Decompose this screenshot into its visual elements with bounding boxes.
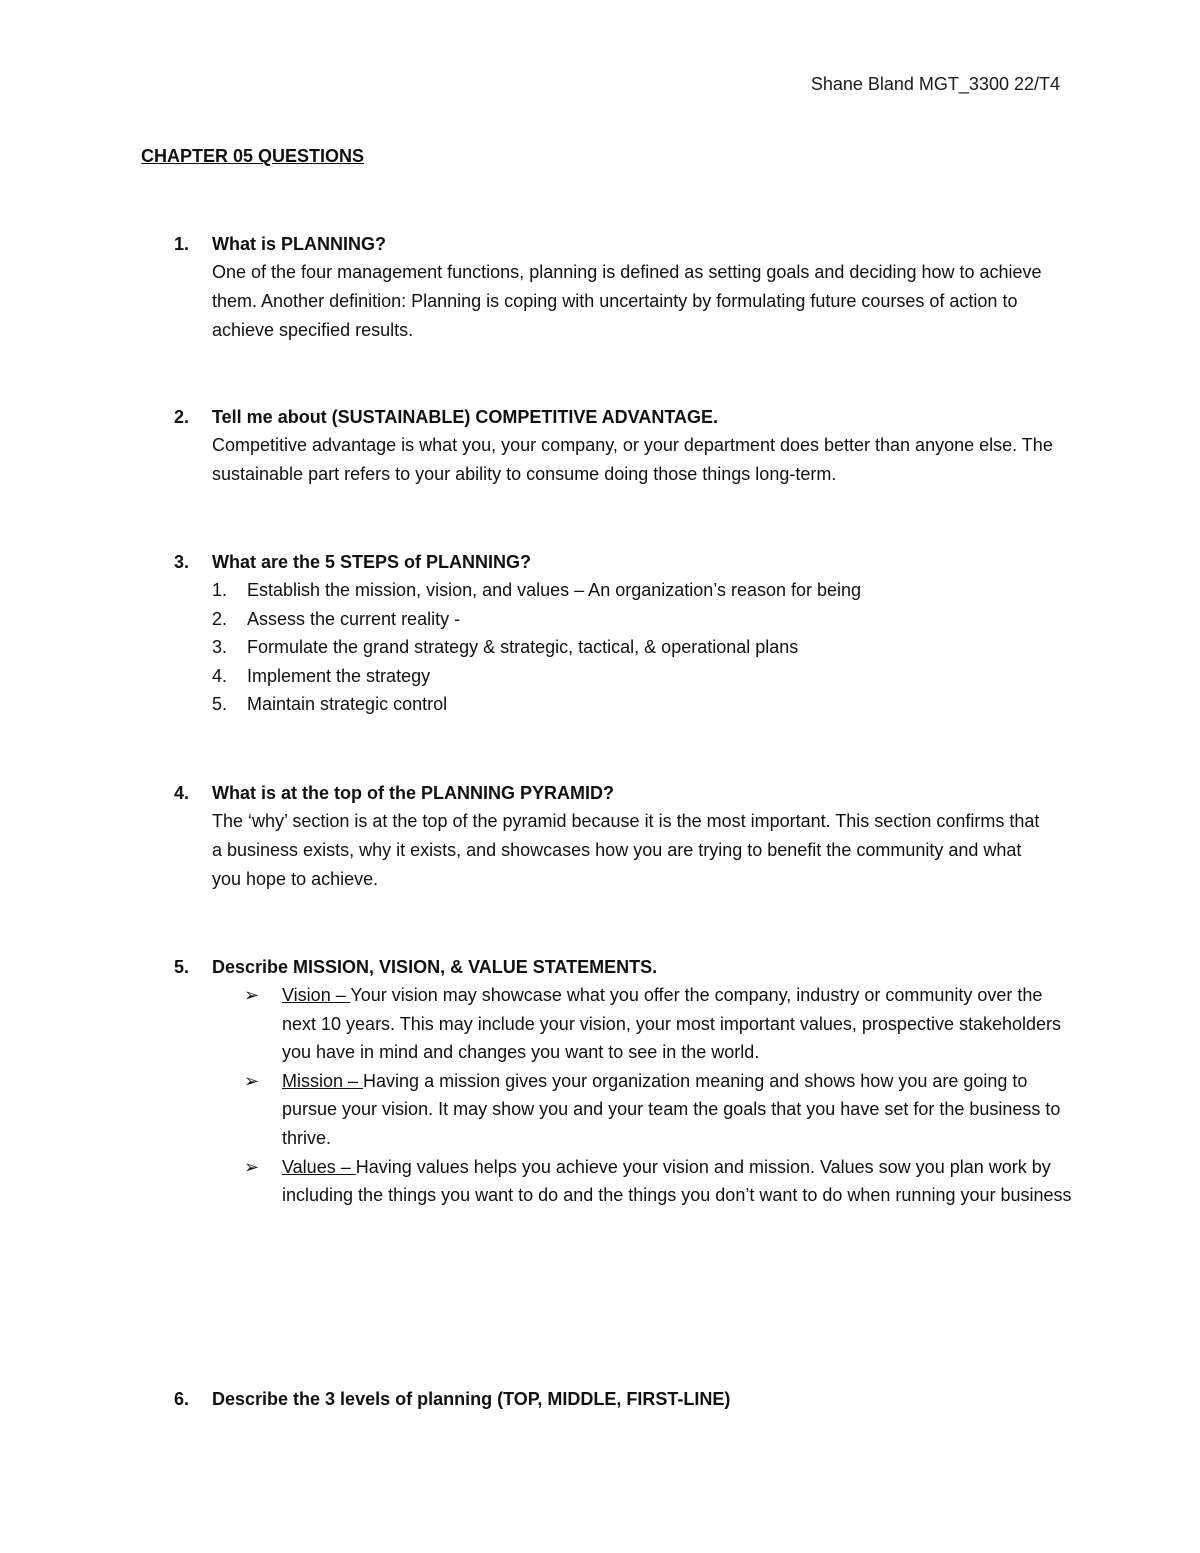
step-text: Maintain strategic control [247, 694, 448, 715]
step-text: Formulate the grand strategy & strategic, tactical, & operational plans [247, 637, 799, 658]
step-number: 3. [212, 637, 228, 658]
question-1 [0, 230, 1200, 345]
term-label: Values – [282, 1156, 356, 1177]
bullet-item-vision [244, 981, 1072, 1067]
arrow-bullet-icon: ➢ [244, 1156, 260, 1177]
step-number: 4. [212, 665, 228, 686]
question-text: Tell me about (SUSTAINABLE) COMPETITIVE ADVANTAGE. [212, 407, 719, 427]
question-2 [0, 403, 1200, 489]
step-number: 2. [212, 608, 228, 629]
question-text: What are the 5 STEPS of PLANNING? [212, 552, 532, 572]
question-5 [0, 953, 1200, 1210]
question-4 [0, 779, 1200, 894]
list-item [212, 633, 1200, 662]
question-number: 3. [174, 552, 190, 572]
question-3 [0, 548, 1200, 719]
bullet-list [244, 981, 1200, 1210]
question-number: 5. [174, 957, 190, 977]
bullet-item-values [244, 1153, 1072, 1210]
term-label: Mission – [282, 1070, 364, 1091]
list-item [212, 576, 1200, 605]
list-item [212, 605, 1200, 634]
step-text: Implement the strategy [247, 665, 431, 686]
question-text: What is at the top of the PLANNING PYRAMID? [212, 783, 614, 803]
answer-text: Competitive advantage is what you, your company, or your department does better than anyone else. The sustainable part refers to your ability to consume doing those things long-term. [212, 435, 1053, 484]
answer-text: One of the four management functions, planning is defined as setting goals and deciding how to achieve them. Another definition: Planning is coping with uncertainty by formulating future courses of action to achieve specified results. [212, 262, 1042, 340]
arrow-bullet-icon: ➢ [244, 1070, 260, 1091]
question-text: What is PLANNING? [212, 234, 386, 254]
question-number: 1. [174, 234, 190, 254]
question-6 [0, 1385, 1200, 1413]
bullet-item-mission [244, 1067, 1072, 1153]
step-number: 1. [212, 580, 228, 600]
arrow-bullet-icon: ➢ [244, 985, 260, 1005]
question-number: 6. [174, 1389, 190, 1409]
list-item [212, 690, 1200, 719]
term-label: Vision – [282, 985, 351, 1005]
term-description: Having values helps you achieve your vision and mission. Values sow you plan work by including the things you want to do and the things you don’t want to do when running your business [282, 1156, 1072, 1206]
question-text: Describe the 3 levels of planning (TOP, MIDDLE, FIRST-LINE) [212, 1389, 731, 1409]
step-number: 5. [212, 694, 228, 715]
step-text: Assess the current reality - [247, 608, 461, 629]
answer-text: The ‘why’ section is at the top of the pyramid because it is the most important. This section confirms that a business exists, why it exists, and showcases how you are trying to benefit the community and what you hope to achieve. [212, 811, 1040, 889]
page-header: Shane Bland MGT_3300 22/T4 [810, 74, 1060, 94]
question-text: Describe MISSION, VISION, & VALUE STATEMENTS. [212, 957, 658, 977]
steps-list [212, 576, 1200, 719]
list-item [212, 662, 1200, 691]
question-number: 4. [174, 783, 190, 803]
chapter-title: CHAPTER 05 QUESTIONS [141, 146, 365, 166]
question-number: 2. [174, 407, 190, 427]
term-description: Your vision may showcase what you offer the company, industry or community over the next 10 years. This may include your vision, your most important values, prospective stakeholders you have in mind and changes you want to see in the world. [282, 985, 1062, 1063]
step-text: Establish the mission, vision, and values – An organization’s reason for being [247, 580, 862, 600]
term-description: Having a mission gives your organization meaning and shows how you are going to pursue your vision. It may show you and your team the goals that you have set for the business to thrive. [282, 1070, 1061, 1148]
